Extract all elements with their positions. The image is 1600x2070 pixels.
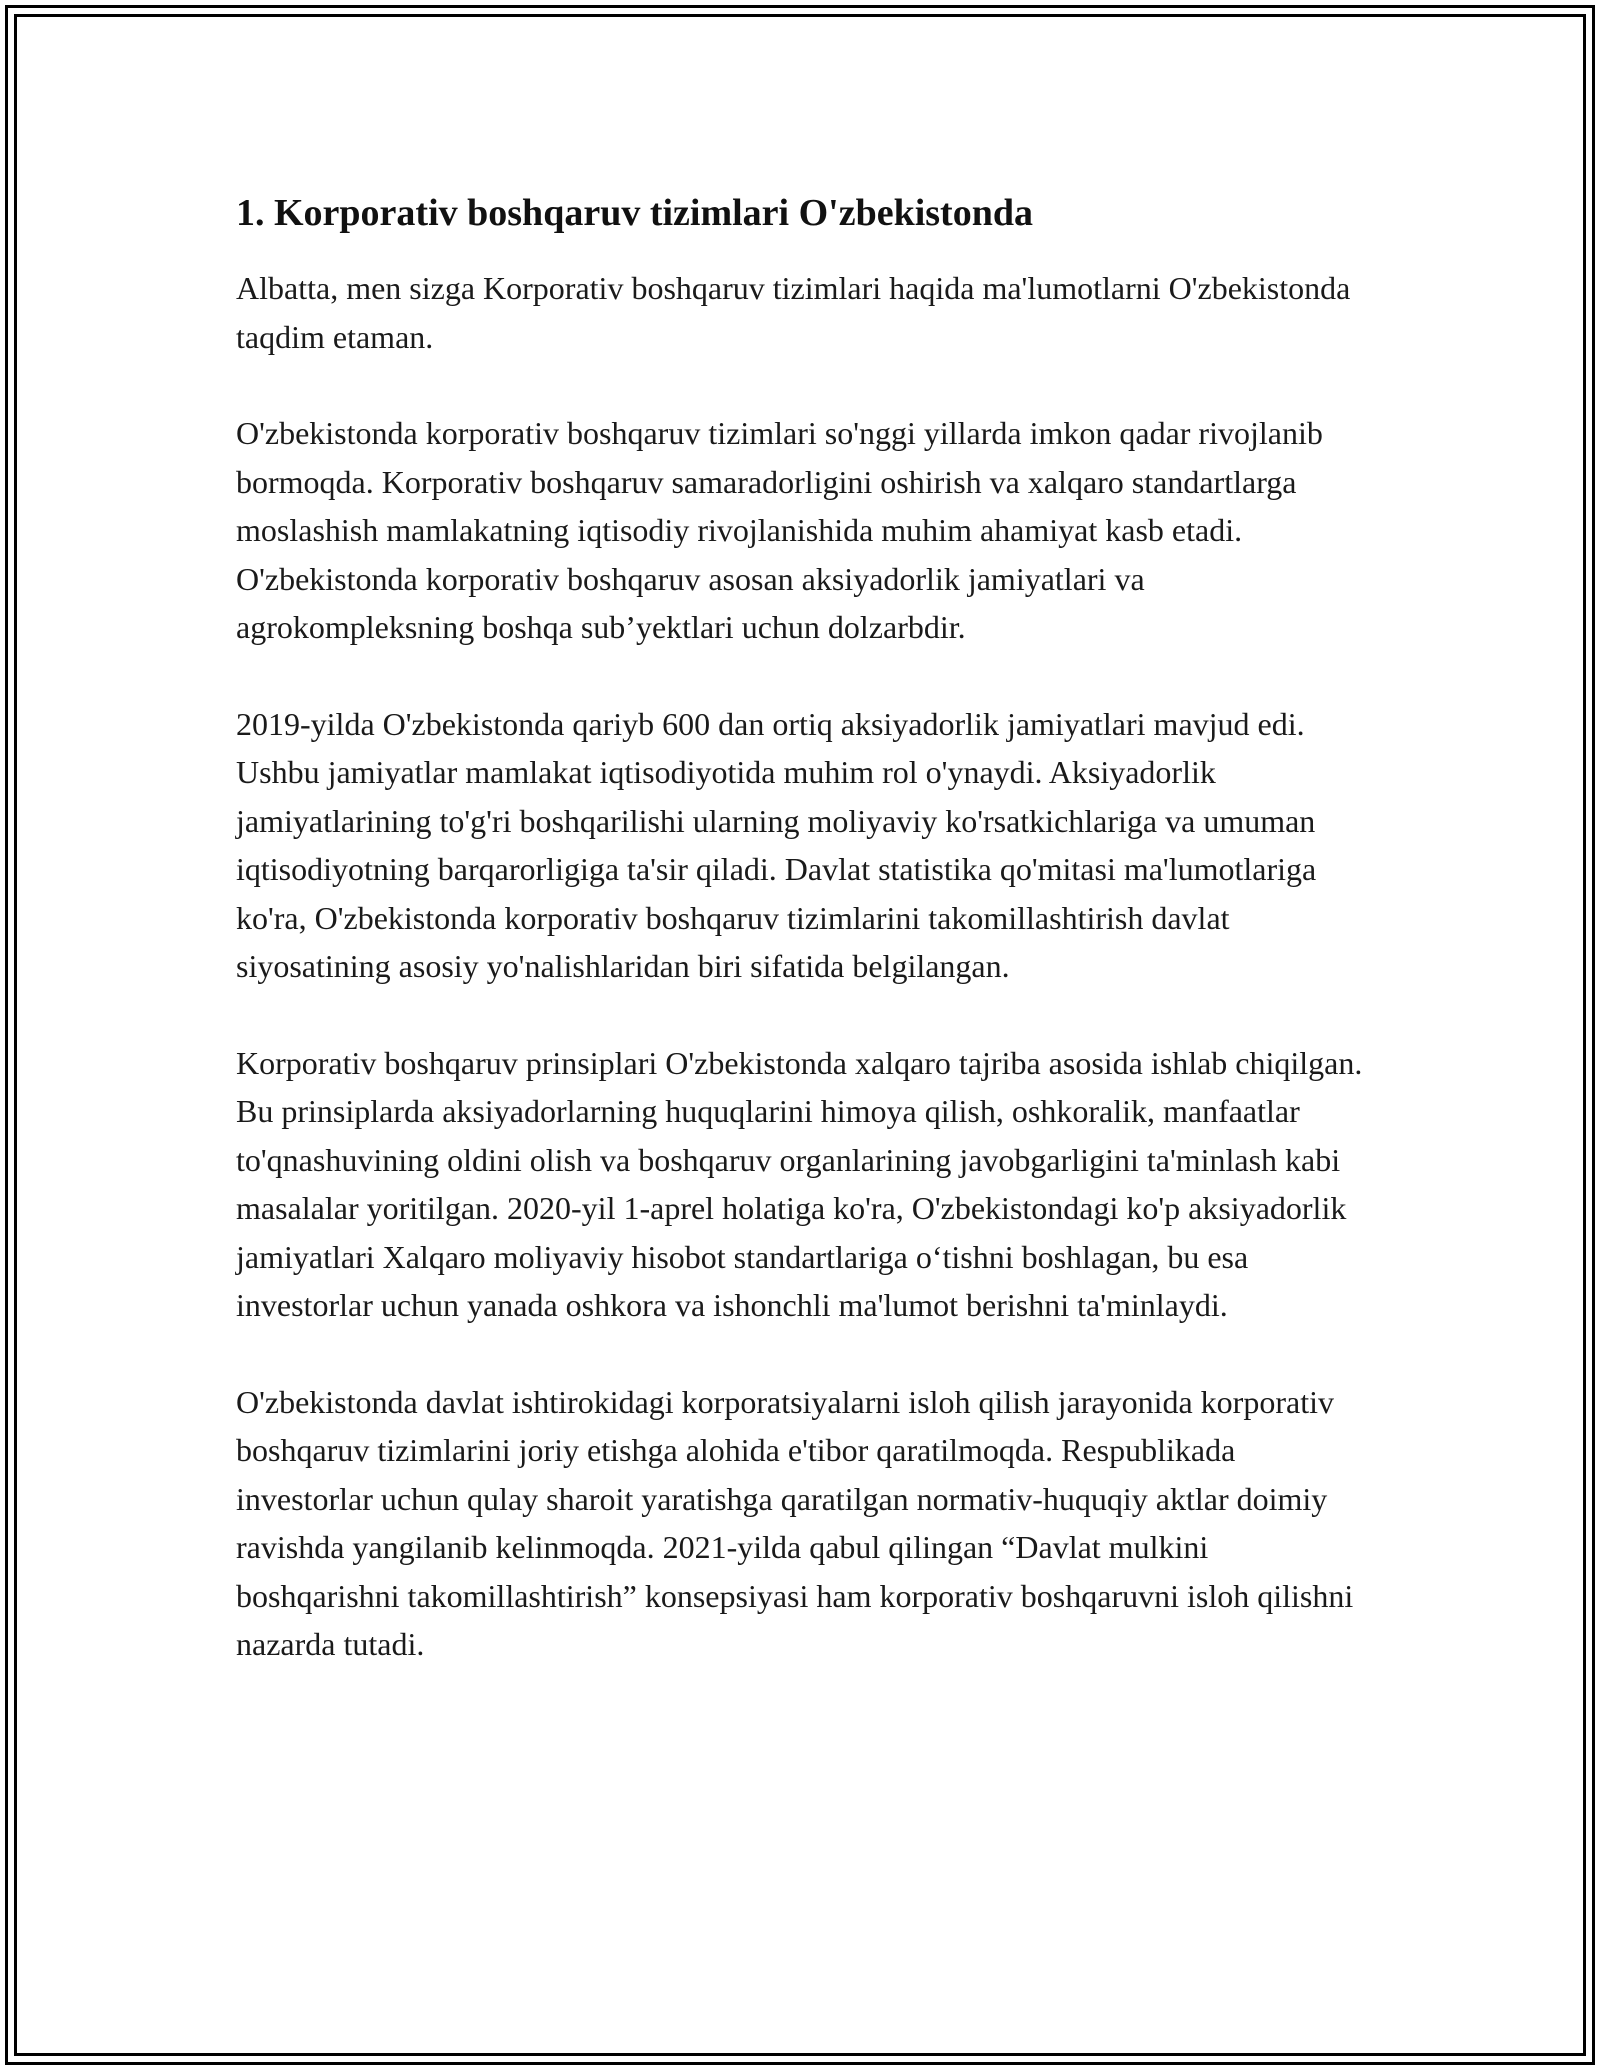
document-title: 1. Korporativ boshqaruv tizimlari O'zbekistonda	[236, 192, 1033, 234]
paragraph-statistics: 2019-yilda O'zbekistonda qariyb 600 dan ortiq aksiyadorlik jamiyatlari mavjud edi. Ushbu jamiyatlar mamlakat iqtisodiyotida muhim rol o'ynaydi. Aksiyadorlik jamiyatlarining to'g'ri boshqarilishi ularning moliyaviy ko'rsatkichlariga va umuman iqtisodiyotning barqarorligiga ta'sir qiladi. Davlat statistika qo'mitasi ma'lumotlariga ko'ra, O'zbekistonda korporativ boshqaruv tizimlarini takomillashtirish davlat siyosatining asosiy yo'nalishlaridan biri sifatida belgilangan.	[236, 705, 1317, 984]
document-body	[236, 188, 1376, 1717]
paragraph-intro: Albatta, men sizga Korporativ boshqaruv tizimlari haqida ma'lumotlarni O'zbekistonda taqdim etaman.	[236, 270, 1351, 355]
paragraph-development: O'zbekistonda korporativ boshqaruv tizimlari so'nggi yillarda imkon qadar rivojlanib bormoqda. Korporativ boshqaruv samaradorligini oshirish va xalqaro standartlarga moslashish mamlakatning iqtisodiy rivojlanishida muhim ahamiyat kasb etadi. O'zbekistonda korporativ boshqaruv asosan aksiyadorlik jamiyatlari va agrokompleksning boshqa sub’yektlari uchun dolzarbdir.	[236, 415, 1323, 645]
paragraph-principles: Korporativ boshqaruv prinsiplari O'zbekistonda xalqaro tajriba asosida ishlab chiqilgan. Bu prinsiplarda aksiyadorlarning huquqlarini himoya qilish, oshkoralik, manfaatlar to'qnashuvining oldini olish va boshqaruv organlarining javobgarligini ta'minlash kabi masalalar yoritilgan. 2020-yil 1-aprel holatiga ko'ra, O'zbekistondagi ko'p aksiyadorlik jamiyatlari Xalqaro moliyaviy hisobot standartlariga o‘tishni boshlagan, bu esa investorlar uchun yanada oshkora va ishonchli ma'lumot berishni ta'minlaydi.	[236, 1044, 1363, 1323]
paragraph-reforms: O'zbekistonda davlat ishtirokidagi korporatsiyalarni isloh qilish jarayonida korporativ boshqaruv tizimlarini joriy etishga alohida e'tibor qaratilmoqda. Respublikada investorlar uchun qulay sharoit yaratishga qaratilgan normativ-huquqiy aktlar doimiy ravishda yangilanib kelinmoqda. 2021-yilda qabul qilingan “Davlat mulkini boshqarishni takomillashtirish” konsepsiyasi ham korporativ boshqaruvni isloh qilishni nazarda tutadi.	[236, 1383, 1354, 1662]
